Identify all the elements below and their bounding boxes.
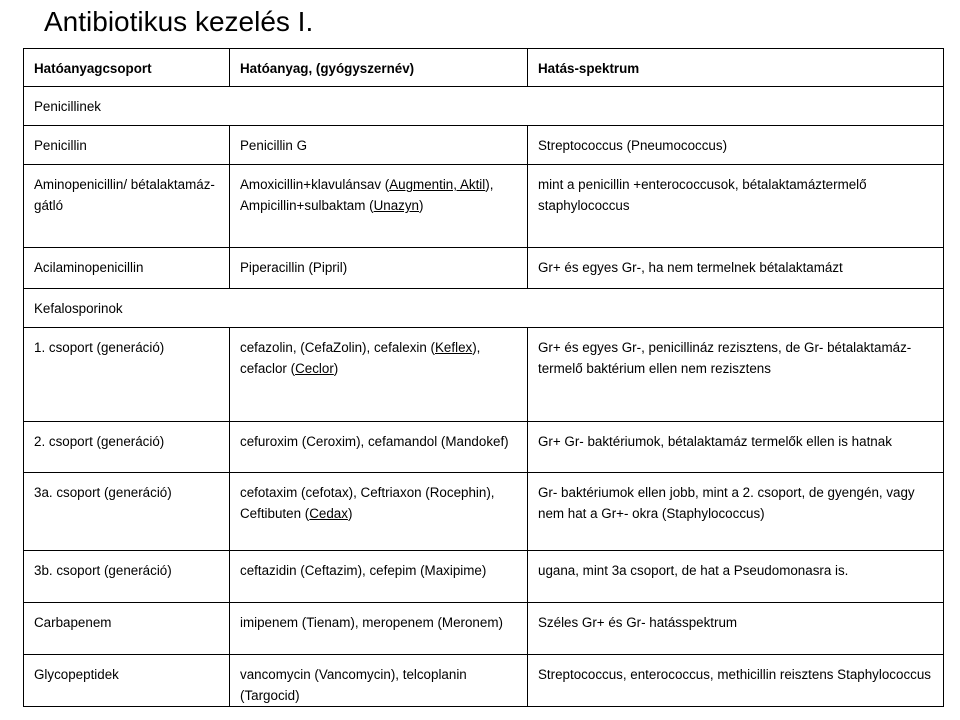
group-cell: 3b. csoport (generáció) [24, 551, 230, 603]
drug-text: cefazolin, (CefaZolin), cefalexin ( [240, 340, 435, 355]
spectrum-cell: Gr+ Gr- baktériumok, bétalaktamáz termelők ellen is hatnak [528, 422, 944, 473]
table-row [24, 126, 944, 165]
group-cell: 1. csoport (generáció) [24, 328, 230, 422]
drug-text: ), cefaclor ( [240, 340, 481, 376]
spectrum-cell: mint a penicillin +enterococcusok, bétalaktamáztermelő staphylococcus [528, 165, 944, 248]
brand-link[interactable]: Augmentin, Aktil [389, 177, 486, 192]
table-row [24, 655, 944, 707]
drug-cell: Penicillin G [230, 126, 528, 165]
table-row [24, 422, 944, 473]
drug-cell: vancomycin (Vancomycin), telcoplanin (Targocid) [230, 655, 528, 707]
group-cell: Aminopenicillin/ bétalaktamáz-gátló [24, 165, 230, 248]
spectrum-cell: Gr+ és egyes Gr-, penicillináz rezisztens, de Gr- bétalaktamáz-termelő baktérium ellen nem rezisztens [528, 328, 944, 422]
brand-link[interactable]: Cedax [309, 506, 348, 521]
section-row [24, 289, 944, 328]
spectrum-cell: Gr+ és egyes Gr-, ha nem termelnek bétalaktamázt [528, 248, 944, 289]
drug-cell: ceftazidin (Ceftazim), cefepim (Maxipime) [230, 551, 528, 603]
slide-title: Antibiotikus kezelés I. [44, 6, 314, 37]
group-cell: Penicillin [24, 126, 230, 165]
spectrum-cell: Széles Gr+ és Gr- hatásspektrum [528, 603, 944, 655]
table-row [24, 603, 944, 655]
brand-link[interactable]: Unazyn [373, 198, 419, 213]
drug-text: cefotaxim (cefotax), Ceftriaxon (Rocephin), Ceftibuten ( [240, 485, 495, 521]
drug-text: ), Ampicillin+sulbaktam ( [240, 177, 494, 213]
header-cell: Hatóanyag, (gyógyszernév) [230, 49, 528, 87]
group-cell: Carbapenem [24, 603, 230, 655]
spectrum-cell: ugana, mint 3a csoport, de hat a Pseudomonasra is. [528, 551, 944, 603]
group-cell: 3a. csoport (generáció) [24, 473, 230, 551]
drug-cell: cefuroxim (Ceroxim), cefamandol (Mandokef) [230, 422, 528, 473]
spectrum-cell: Streptococcus (Pneumococcus) [528, 126, 944, 165]
drug-cell: Piperacillin (Pipril) [230, 248, 528, 289]
table-header-row [24, 49, 944, 87]
spectrum-cell: Streptococcus, enterococcus, methicillin reisztens Staphylococcus [528, 655, 944, 707]
table-row [24, 165, 944, 248]
group-cell: Acilaminopenicillin [24, 248, 230, 289]
brand-link[interactable]: Ceclor [295, 361, 334, 376]
section-title: Penicillinek [24, 87, 944, 126]
table-row [24, 551, 944, 603]
drug-text: Amoxicillin+klavulánsav ( [240, 177, 390, 192]
header-cell: Hatás-spektrum [528, 49, 944, 87]
group-cell: Glycopeptidek [24, 655, 230, 707]
drug-text: ) [419, 198, 424, 213]
table-row [24, 248, 944, 289]
spectrum-cell: Gr- baktériumok ellen jobb, mint a 2. csoport, de gyengén, vagy nem hat a Gr+- okra (Staphylococcus) [528, 473, 944, 551]
drug-cell: imipenem (Tienam), meropenem (Meronem) [230, 603, 528, 655]
header-cell: Hatóanyagcsoport [24, 49, 230, 87]
table-row [24, 473, 944, 551]
drug-cell [230, 165, 528, 248]
antibiotic-table [23, 48, 944, 707]
drug-cell [230, 473, 528, 551]
section-row [24, 87, 944, 126]
brand-link[interactable]: Keflex [435, 340, 473, 355]
drug-text: ) [333, 361, 339, 376]
drug-cell [230, 328, 528, 422]
group-cell: 2. csoport (generáció) [24, 422, 230, 473]
section-title: Kefalosporinok [24, 289, 944, 328]
drug-text: ) [347, 506, 353, 521]
table-row [24, 328, 944, 422]
